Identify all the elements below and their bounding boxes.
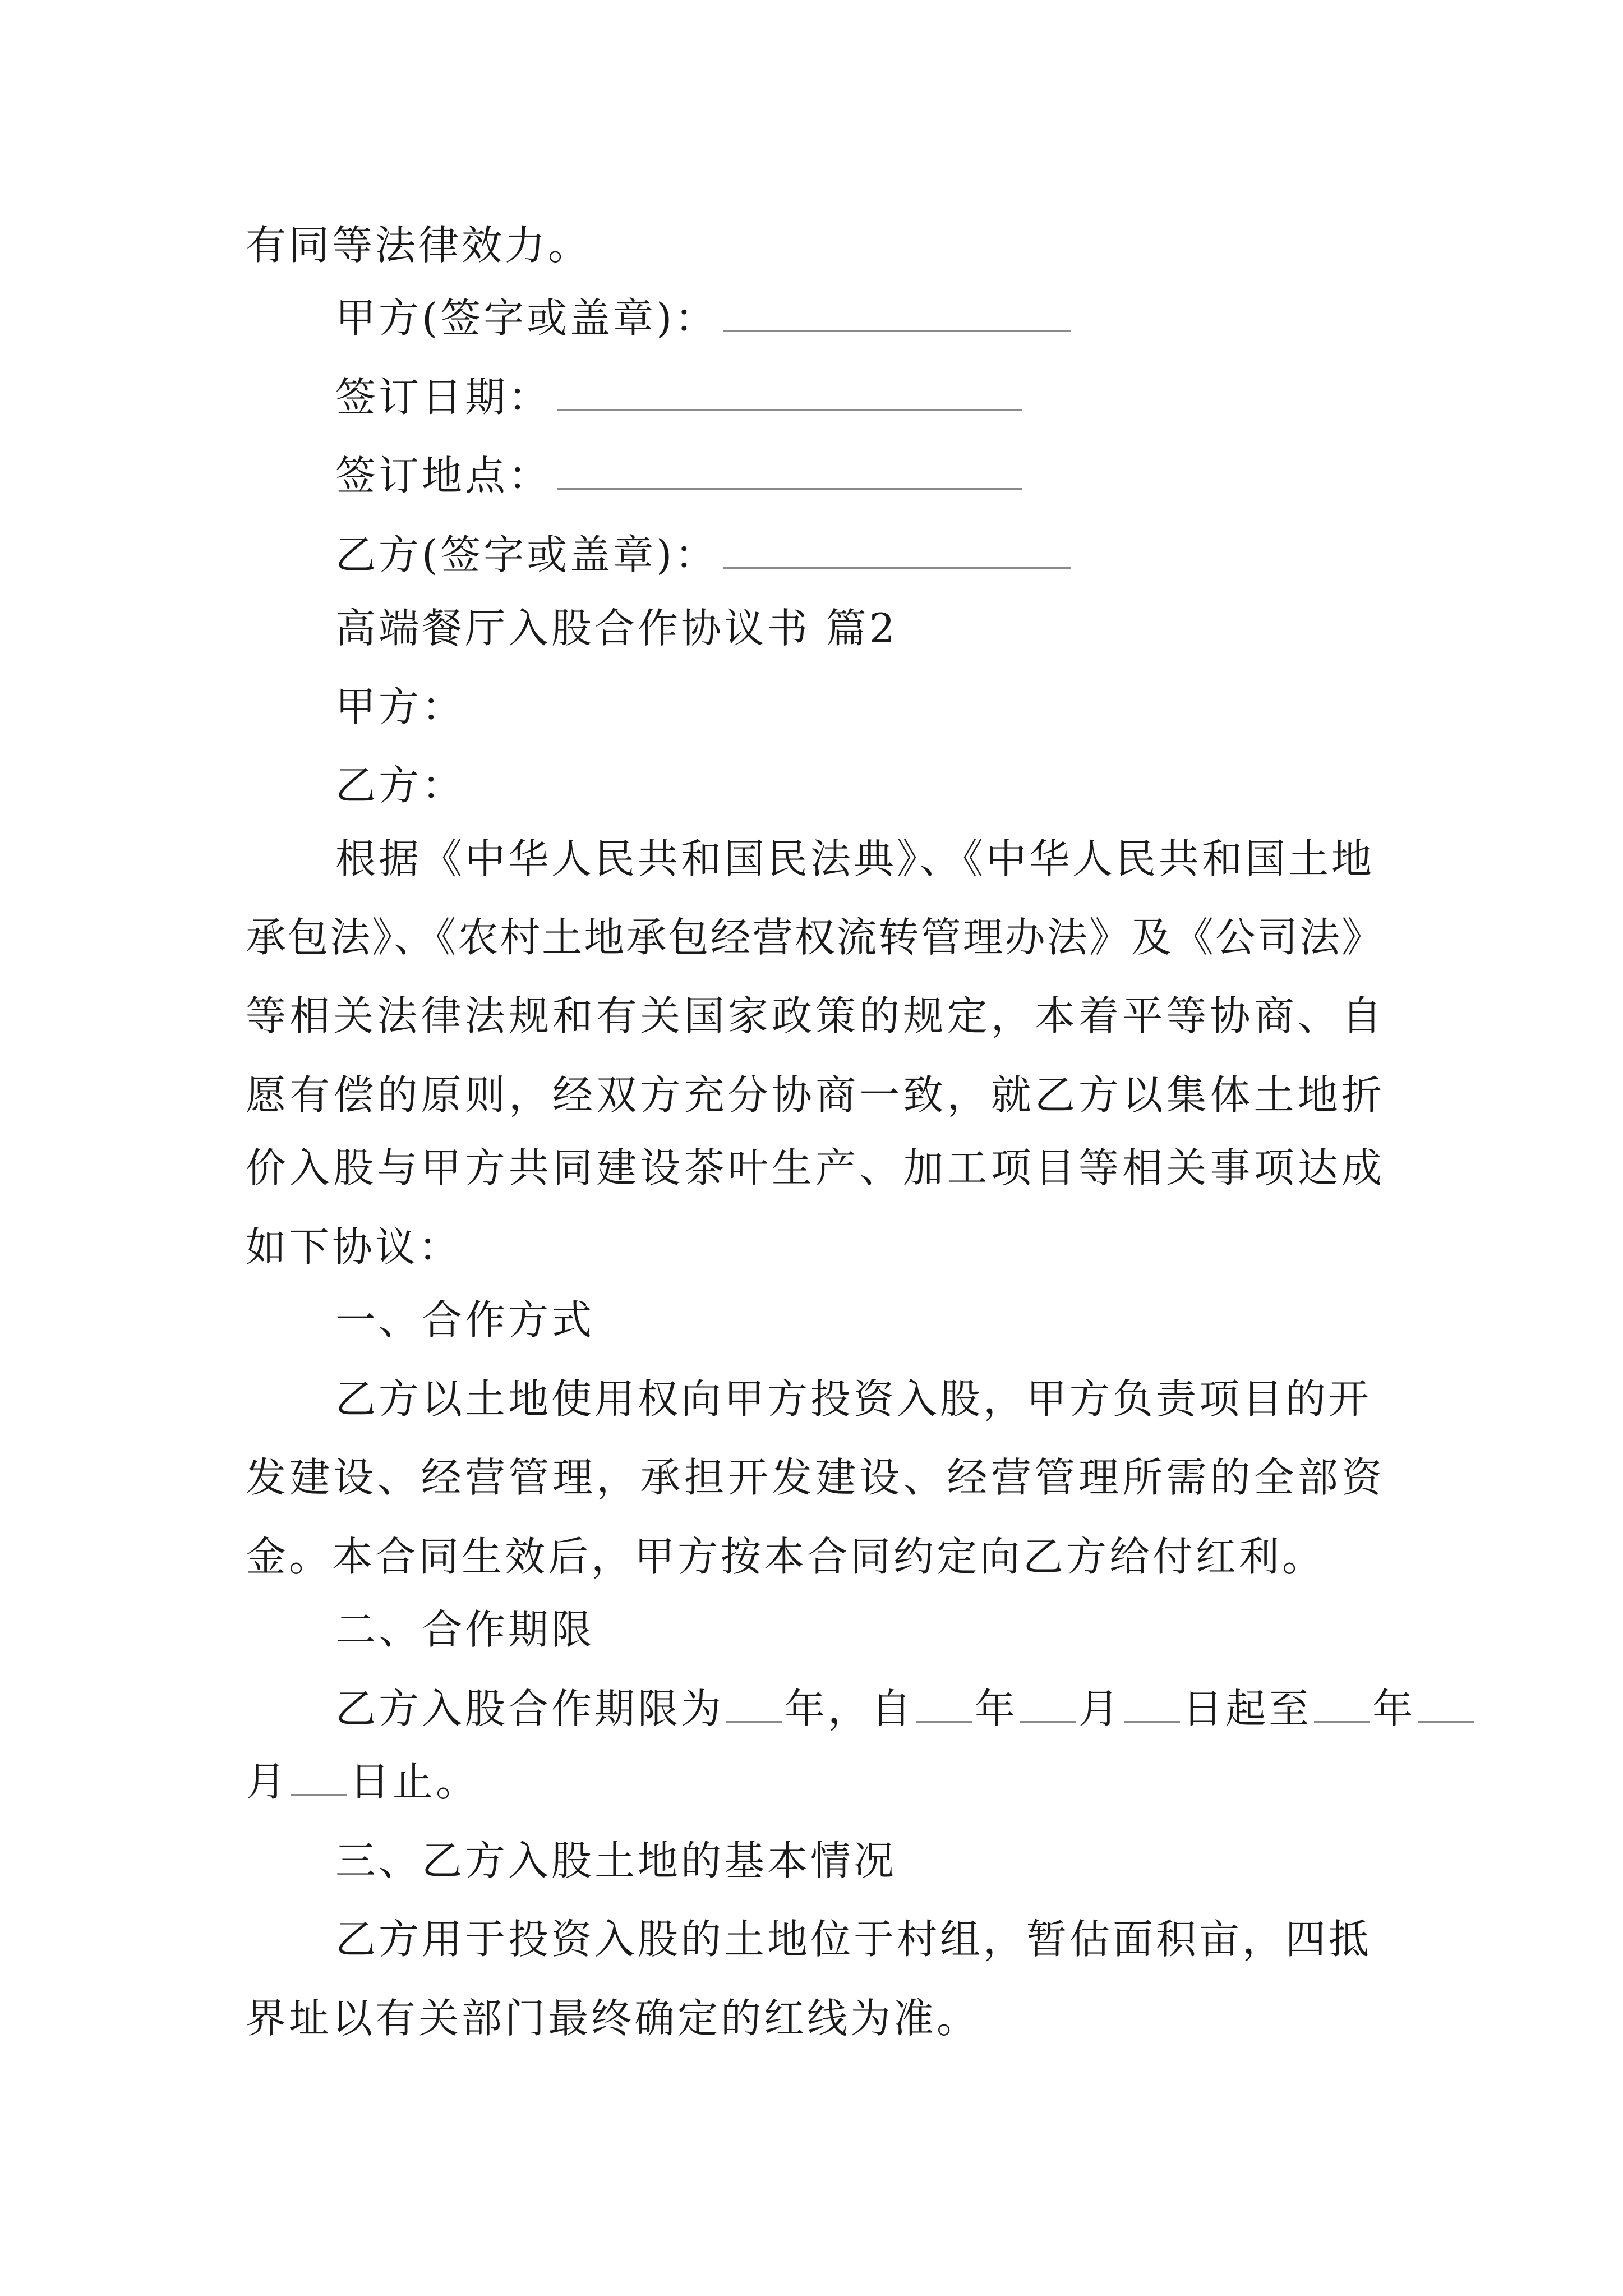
signing-place-blank [557, 487, 1022, 490]
start-month-blank [1020, 1720, 1076, 1723]
term-line [246, 1758, 479, 1805]
signature-line-party-a [335, 295, 1071, 342]
signing-date-label: 签订日期： [335, 374, 552, 421]
signature-label: 乙方(签字或盖章)： [335, 531, 718, 578]
paragraph-line: 乙方以土地使用权向甲方投资入股，甲方负责项目的开 [335, 1375, 1372, 1423]
signature-label: 甲方(签字或盖章)： [335, 295, 718, 342]
end-day-blank [291, 1793, 347, 1796]
start-year-blank [916, 1720, 972, 1723]
party-a-label: 甲方： [335, 683, 465, 730]
paragraph-line: 愿有偿的原则，经双方充分协商一致，就乙方以集体土地折 [246, 1071, 1382, 1119]
signature-blank [723, 330, 1071, 332]
signing-place-line [335, 452, 1022, 499]
section-heading: 三、乙方入股土地的基本情况 [335, 1837, 897, 1884]
signing-place-label: 签订地点： [335, 452, 552, 499]
term-text: 年，自 [785, 1685, 915, 1732]
year-count-blank [726, 1720, 782, 1723]
paragraph-line: 如下协议： [246, 1223, 462, 1271]
signing-date-blank [557, 409, 1022, 411]
paragraph-line: 界址以有关部门最终确定的红线为准。 [246, 1995, 980, 2042]
section-heading: 一、合作方式 [335, 1296, 595, 1343]
end-month-blank [1418, 1720, 1474, 1723]
signing-date-line [335, 374, 1022, 421]
start-day-blank [1124, 1720, 1180, 1723]
paragraph-line: 有同等法律效力。 [246, 222, 592, 269]
section-title: 高端餐厅入股合作协议书 篇2 [335, 605, 898, 652]
term-text: 年 [975, 1685, 1018, 1732]
paragraph-line: 金。本合同生效后，甲方按本合同约定向乙方给付红利。 [246, 1533, 1326, 1580]
section-heading: 二、合作期限 [335, 1606, 595, 1653]
term-text: 月 [1078, 1685, 1122, 1732]
paragraph-line: 乙方用于投资入股的土地位于村组，暂估面积亩，四抵 [335, 1916, 1372, 1963]
signature-blank [723, 567, 1071, 569]
paragraph-line: 根据《中华人民共和国民法典》、《中华人民共和国土地 [335, 835, 1375, 882]
term-line [335, 1685, 1476, 1732]
party-b-label: 乙方： [335, 762, 465, 809]
term-text: 日起至 [1182, 1685, 1312, 1732]
term-text: 月 [246, 1758, 289, 1805]
term-text: 日止。 [349, 1758, 479, 1805]
paragraph-line: 发建设、经营管理，承担开发建设、经营管理所需的全部资 [246, 1454, 1382, 1501]
paragraph-line: 等相关法律法规和有关国家政策的规定，本着平等协商、自 [246, 992, 1382, 1039]
paragraph-line: 价入股与甲方共同建设茶叶生产、加工项目等相关事项达成 [246, 1144, 1382, 1191]
signature-line-party-b [335, 531, 1071, 578]
term-text: 年 [1372, 1685, 1416, 1732]
end-year-blank [1314, 1720, 1370, 1723]
paragraph-line: 承包法》、《农村土地承包经营权流转管理办法》及《公司法》 [246, 914, 1382, 961]
term-text: 乙方入股合作期限为 [335, 1685, 725, 1732]
